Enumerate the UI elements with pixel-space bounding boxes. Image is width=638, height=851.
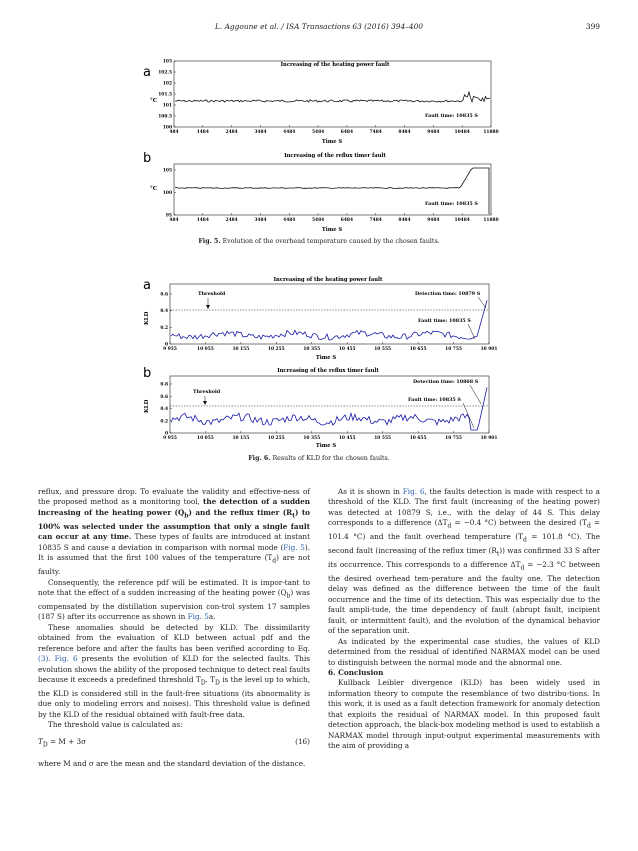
fig-link[interactable]: Fig. 5 bbox=[187, 612, 209, 622]
x-tick-label: 1484 bbox=[196, 218, 209, 223]
x-tick-label: 10 155 bbox=[232, 347, 250, 352]
y-axis-label: KLD bbox=[144, 399, 150, 413]
left-column bbox=[38, 487, 310, 769]
fig-link[interactable]: Fig. 5 bbox=[283, 542, 305, 552]
x-tick-label: 7484 bbox=[369, 130, 382, 135]
fig5-panel-b bbox=[143, 151, 499, 233]
panel-title: Increasing of the reflux timer fault bbox=[277, 368, 379, 374]
x-tick-label: 9484 bbox=[427, 130, 440, 135]
eq-link[interactable]: (3) bbox=[38, 654, 49, 664]
paragraph: reflux, and pressure drop. To evaluate the validity and effective-ness of the proposed method as a monitoring tool, the detection of a sudden increasing of the heating power $(Q_b)$ and the reflux timer $(R_t)$ to 100% was selected under the assumption that only a single fault can occur at any time. These types of faults are introduced at instant 10835 S and cause a deviation in comparison with normal mode (Fig. 5). It is assumed that the first 100 values of the temperature $(T_d)$ are not faulty. bbox=[38, 487, 311, 577]
x-tick-label: 10 255 bbox=[267, 436, 285, 441]
detection-time-annotation: Detection time: 10879 S bbox=[415, 291, 481, 297]
x-tick-label: 9 955 bbox=[163, 436, 177, 441]
x-tick-label: 3484 bbox=[254, 218, 267, 223]
x-tick-label: 3484 bbox=[254, 130, 267, 135]
x-tick-label: 10 255 bbox=[267, 347, 285, 352]
temperature-series bbox=[175, 92, 490, 102]
x-tick-label: 7484 bbox=[369, 218, 382, 223]
x-tick-label: 10 755 bbox=[445, 347, 462, 352]
x-tick-label: 484 bbox=[169, 218, 179, 223]
x-tick-label: 10 455 bbox=[338, 436, 356, 441]
x-tick-label: 10 055 bbox=[197, 347, 214, 352]
y-tick-label: 100 bbox=[162, 125, 172, 131]
y-tick-label: 100.5 bbox=[158, 114, 172, 120]
temperature-series bbox=[175, 168, 489, 214]
fig-link[interactable]: Fig. 6 bbox=[54, 654, 78, 664]
y-tick-label: 0.8 bbox=[160, 382, 168, 388]
x-tick-label: 10 655 bbox=[409, 347, 427, 352]
x-tick-label: 6484 bbox=[340, 218, 354, 223]
panel-title: Increasing of the reflux timer fault bbox=[284, 153, 386, 159]
paragraph: Kullback Leibler divergence (KLD) has been widely used in information theory to compute the resemblance of two distribu-tions. In this work, it is used as a fault detection framework for anomaly detection that exploits the residual of NARMAX model. In this proposed fault detection approach, the black-box modeling method is used to establish a NARMAX model through input-output experimental measurements with the aim of providing a bbox=[328, 678, 600, 751]
y-tick-label: 101.5 bbox=[158, 92, 172, 98]
y-tick-label: 103 bbox=[162, 59, 172, 65]
y-tick-label: 0.4 bbox=[160, 407, 168, 412]
y-axis-label: °C bbox=[150, 98, 158, 104]
x-tick-label: 11880 bbox=[483, 218, 499, 223]
x-tick-label: 10 901 bbox=[480, 347, 498, 352]
x-tick-label: 10 355 bbox=[303, 347, 321, 352]
paragraph: These anomalies should be detected by KLD. The dissimilarity obtained from the evaluation of KLD between actual pdf and the reference before and after the faults has been verified according to Eq. (3). Fig. 6 presents the evolution of KLD for the selected faults. This evolution shows the ability of the proposed technique to detect real faults because it exceeds a predefined threshold $T_D$. $T_D$ is the level up to which, the KLD is considered still in the fault-free situations (its abnormality is due only to modeling errors and noises). This threshold value is defined by the KLD of the residual obtained with fault-free data. bbox=[38, 622, 311, 719]
y-tick-label: 105 bbox=[162, 168, 172, 174]
page-number: 399 bbox=[585, 22, 600, 31]
fault-time-annotation: Fault time: 10835 S bbox=[408, 397, 461, 403]
x-tick-label: 2484 bbox=[225, 130, 238, 135]
x-tick-label: 8484 bbox=[398, 218, 411, 223]
x-tick-label: 5484 bbox=[311, 218, 325, 223]
detection-time-annotation: Detection time: 10868 S bbox=[413, 379, 479, 385]
x-tick-label: 484 bbox=[169, 130, 179, 135]
panel-letter: b bbox=[143, 151, 152, 166]
x-tick-label: 8484 bbox=[398, 130, 411, 135]
y-tick-label: 101 bbox=[162, 103, 172, 109]
x-tick-label: 10 555 bbox=[374, 436, 392, 441]
journal-citation: L. Aggoune et al. / ISA Transactions 63 (2016) 394–400 bbox=[214, 22, 423, 31]
x-tick-label: 4484 bbox=[283, 130, 296, 135]
x-tick-label: 10 655 bbox=[409, 436, 427, 441]
right-column bbox=[328, 487, 600, 752]
paragraph: where M and σ are the mean and the standard deviation of the distance. bbox=[38, 758, 306, 768]
fig6-panel-b bbox=[143, 366, 497, 449]
fault-time-annotation: Fault time: 10835 S bbox=[418, 318, 471, 324]
y-tick-label: 102 bbox=[162, 81, 172, 87]
fig6-panel-a bbox=[143, 277, 497, 361]
x-tick-label: 1484 bbox=[196, 130, 209, 135]
x-tick-label: 10 355 bbox=[303, 436, 321, 441]
x-tick-label: 6484 bbox=[340, 130, 354, 135]
section-heading: 6. Conclusion bbox=[328, 668, 384, 677]
panel-title: Increasing of the heating power fault bbox=[280, 62, 390, 68]
x-tick-label: 9 955 bbox=[163, 347, 177, 352]
y-tick-label: 0 bbox=[164, 431, 168, 437]
y-tick-label: 0.6 bbox=[160, 394, 168, 400]
x-tick-label: 9484 bbox=[427, 218, 440, 223]
threshold-annotation: Threshold bbox=[193, 389, 221, 395]
x-tick-label: 10 055 bbox=[197, 436, 214, 441]
panel-title: Increasing of the heating power fault bbox=[273, 277, 383, 283]
fault-time-annotation: Fault time: 10835 S bbox=[425, 201, 478, 207]
fig-link[interactable]: Fig. 6 bbox=[402, 487, 425, 496]
equation-16: $T_D = M + 3\sigma$ (16) bbox=[38, 736, 310, 749]
x-tick-label: 10 155 bbox=[232, 436, 250, 441]
paragraph: Consequently, the reference pdf will be estimated. It is impor-tant to note that the effect of a sudden increasing of the heating power $(Q_b)$ was compensated by the distillation supervision con-trol system 17 samples (187 S) after its occurrence as shown in Fig. 5a. bbox=[38, 577, 310, 622]
y-axis-label: °C bbox=[150, 186, 158, 192]
fig5-panel-a bbox=[143, 60, 499, 146]
x-tick-label: 10 455 bbox=[338, 347, 356, 352]
y-tick-label: 0 bbox=[164, 342, 168, 348]
y-tick-label: 0.2 bbox=[160, 325, 168, 331]
y-tick-label: 0.2 bbox=[160, 419, 168, 425]
panel-letter: a bbox=[143, 65, 151, 80]
x-tick-label: 11880 bbox=[483, 130, 499, 135]
y-tick-label: 102.5 bbox=[158, 70, 172, 76]
paragraph: The threshold value is calculated as: bbox=[48, 720, 183, 730]
fig5-caption: Fig. 5. Evolution of the overhead temperature caused by the chosen faults. bbox=[198, 238, 440, 245]
panel-letter: b bbox=[143, 366, 152, 381]
y-tick-label: 0.4 bbox=[160, 309, 168, 315]
threshold-annotation: Threshold bbox=[198, 291, 226, 297]
x-axis-label: Time S bbox=[315, 443, 337, 449]
y-axis-label: KLD bbox=[144, 311, 150, 325]
fault-time-annotation: Fault time: 10835 S bbox=[425, 113, 478, 119]
x-axis-label: Time S bbox=[315, 355, 337, 361]
x-tick-label: 10 901 bbox=[480, 436, 498, 441]
x-tick-label: 4484 bbox=[283, 218, 296, 223]
x-tick-label: 10 555 bbox=[374, 347, 392, 352]
fig6-caption: Fig. 6. Results of KLD for the chosen faults. bbox=[248, 455, 390, 462]
y-tick-label: 100 bbox=[162, 191, 172, 196]
plot-frame bbox=[174, 164, 491, 215]
x-tick-label: 10 755 bbox=[445, 436, 462, 441]
x-tick-label: 10484 bbox=[454, 218, 470, 223]
y-tick-label: 95 bbox=[165, 213, 172, 219]
x-tick-label: 2484 bbox=[225, 218, 238, 223]
x-axis-label: Time S bbox=[321, 139, 343, 145]
x-tick-label: 5484 bbox=[311, 130, 325, 135]
x-axis-label: Time S bbox=[321, 227, 343, 233]
paragraph: As indicated by the experimental case studies, the values of KLD determined from the residual of identified NARMAX model can be used to distinguish between the normal mode and the abnormal one. bbox=[328, 636, 600, 667]
y-tick-label: 0.6 bbox=[160, 292, 168, 298]
panel-letter: a bbox=[143, 278, 151, 293]
paragraph: As it is shown in Fig. 6, the faults detection is made with respect to a threshold of the KLD. The first fault (increasing of the heating power) was detected at 10879 S, i.e., with the delay of 44 S. This delay corresponds to a difference ($\Delta T_d = -0.4$ °C) between the desired ($T_d = 101.4$ °C) and the fault overhead temperature ($T_d = 101.8$ °C). The second fault (increasing of the reflux timer $(R_t)$) was confirmed 33 S after its occurrence. This corresponds to a difference $\Delta T_d = -2.3$ °C between the desired overhead tem-perature and the faulty one. The detection delay was defined as the difference between the time of the fault occurrence and the time of its detection. This was especially due to the fault ampli-tude, the time dependency of fault (abrupt fault, incipient fault, or intermittent fault), and the evolution of the dynamical behavior of the separation unit. bbox=[328, 487, 601, 636]
x-tick-label: 10484 bbox=[454, 130, 470, 135]
